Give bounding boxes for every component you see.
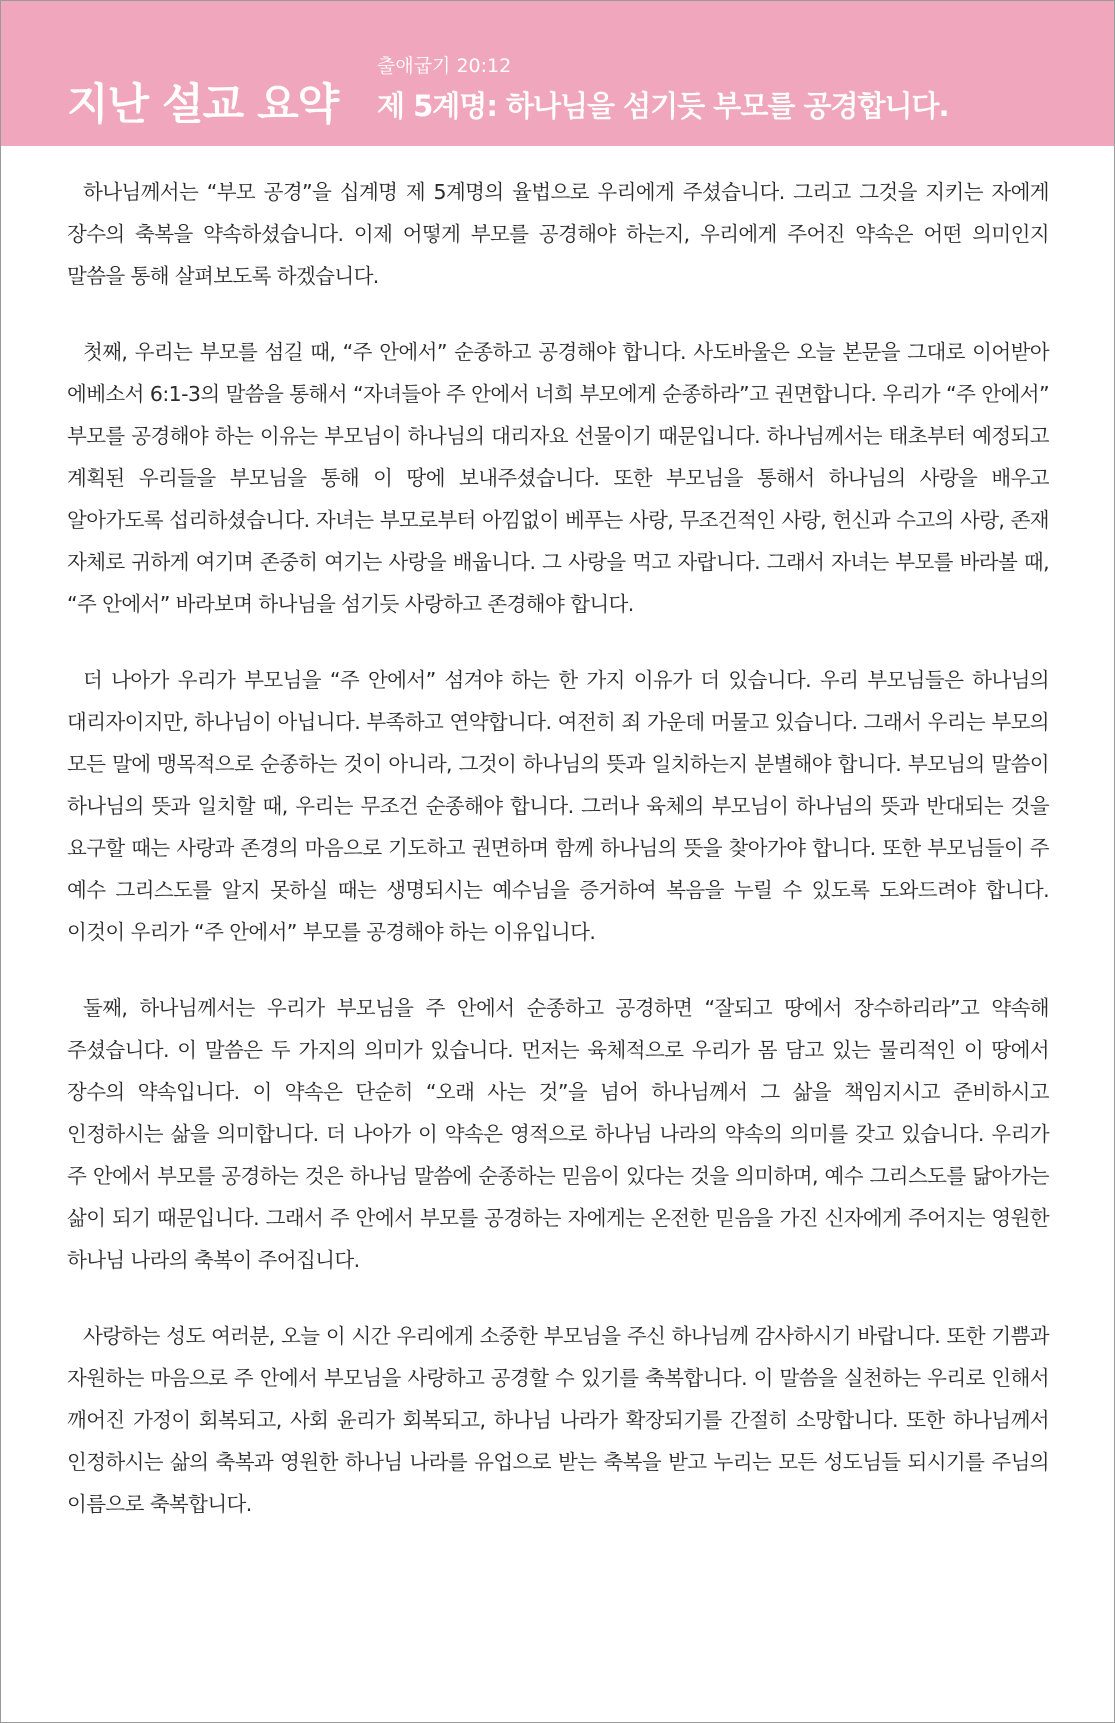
paragraph-intro: 하나님께서는 “부모 공경”을 십계명 제 5계명의 율법으로 우리에게 주셨습니다. 그리고 그것을 지키는 자에게 장수의 축복을 약속하셨습니다. 이제 어떻게 부모를 공경해야 하는지, 우리에게 주어진 약속은 어떤 의미인지 말씀을 통해 살펴보도록 하겠습니다. [67,180,1049,288]
paragraph-second-point: 둘째, 하나님께서는 우리가 부모님을 주 안에서 순종하고 공경하면 “잘되고 땅에서 장수하리라”고 약속해 주셨습니다. 이 말씀은 두 가지의 의미가 있습니다. 먼저는 육체적으로 우리가 몸 담고 있는 물리적인 이 땅에서 장수의 약속입니다. 이 약속은 단순히 “오래 사는 것”을 넘어 하나님께서 그 삶을 책임지시고 준비하시고 인정하시는 삶을 의미합니다. 더 나아가 이 약속은 영적으로 하나님 나라의 약속의 의미를 갖고 있습니다. 우리가 주 안에서 부모를 공경하는 것은 하나님 말씀에 순종하는 믿음이 있다는 것을 의미하며, 예수 그리스도를 닮아가는 삶이 되기 때문입니다. 그래서 주 안에서 부모를 공경하는 자에게는 온전한 믿음을 가진 신자에게 주어지는 영원한 하나님 나라의 축복이 주어집니다. [67,996,1049,1272]
paragraph-closing: 사랑하는 성도 여러분, 오늘 이 시간 우리에게 소중한 부모님을 주신 하나님께 감사하시기 바랍니다. 또한 기쁨과 자원하는 마음으로 주 안에서 부모님을 사랑하고 공경할 수 있기를 축복합니다. 이 말씀을 실천하는 우리로 인해서 깨어진 가정이 회복되고, 사회 윤리가 회복되고, 하나님 나라가 확장되기를 간절히 소망합니다. 또한 하나님께서 인정하시는 삶의 축복과 영원한 하나님 나라를 유업으로 받는 축복을 받고 누리는 모든 성도님들 되시기를 주님의 이름으로 축복합니다. [67,1324,1049,1516]
paragraph-first-point: 첫째, 우리는 부모를 섬길 때, “주 안에서” 순종하고 공경해야 합니다. 사도바울은 오늘 본문을 그대로 이어받아 에베소서 6:1-3의 말씀을 통해서 “자녀들아 주 안에서 너희 부모에게 순종하라”고 권면합니다. 우리가 “주 안에서” 부모를 공경해야 하는 이유는 부모님이 하나님의 대리자요 선물이기 때문입니다. 하나님께서는 태초부터 예정되고 계획된 우리들을 부모님을 통해 이 땅에 보내주셨습니다. 또한 부모님을 통해서 하나님의 사랑을 배우고 알아가도록 섭리하셨습니다. 자녀는 부모로부터 아낌없이 베푸는 사랑, 무조건적인 사랑, 헌신과 수고의 사랑, 존재 자체로 귀하게 여기며 존중히 여기는 사랑을 배웁니다. 그 사랑을 먹고 자랍니다. 그래서 자녀는 부모를 바라볼 때, “주 안에서” 바라보며 하나님을 섬기듯 사랑하고 존경해야 합니다. [67,340,1049,616]
sermon-title: 제 5계명: 하나님을 섬기듯 부모를 공경합니다. [377,89,949,123]
paragraph-further-reason: 더 나아가 우리가 부모님을 “주 안에서” 섬겨야 하는 한 가지 이유가 더 있습니다. 우리 부모님들은 하나님의 대리자이지만, 하나님이 아닙니다. 부족하고 연약합니다. 여전히 죄 가운데 머물고 있습니다. 그래서 우리는 부모의 모든 말에 맹목적으로 순종하는 것이 아니라, 그것이 하나님의 뜻과 일치하는지 분별해야 합니다. 부모님의 말씀이 하나님의 뜻과 일치할 때, 우리는 무조건 순종해야 합니다. 그러나 육체의 부모님이 하나님의 뜻과 반대되는 것을 요구할 때는 사랑과 존경의 마음으로 기도하고 권면하며 함께 하나님의 뜻을 찾아가야 합니다. 또한 부모님들이 주 예수 그리스도를 알지 못하실 때는 생명되시는 예수님을 증거하여 복음을 누릴 수 있도록 도와드려야 합니다. 이것이 우리가 “주 안에서” 부모를 공경해야 하는 이유입니다. [67,668,1049,944]
section-title: 지난 설교 요약 [67,80,339,130]
header-banner [1,1,1114,146]
scripture-reference: 출애굽기 20:12 [377,55,512,77]
sermon-summary-body [67,171,1049,1559]
